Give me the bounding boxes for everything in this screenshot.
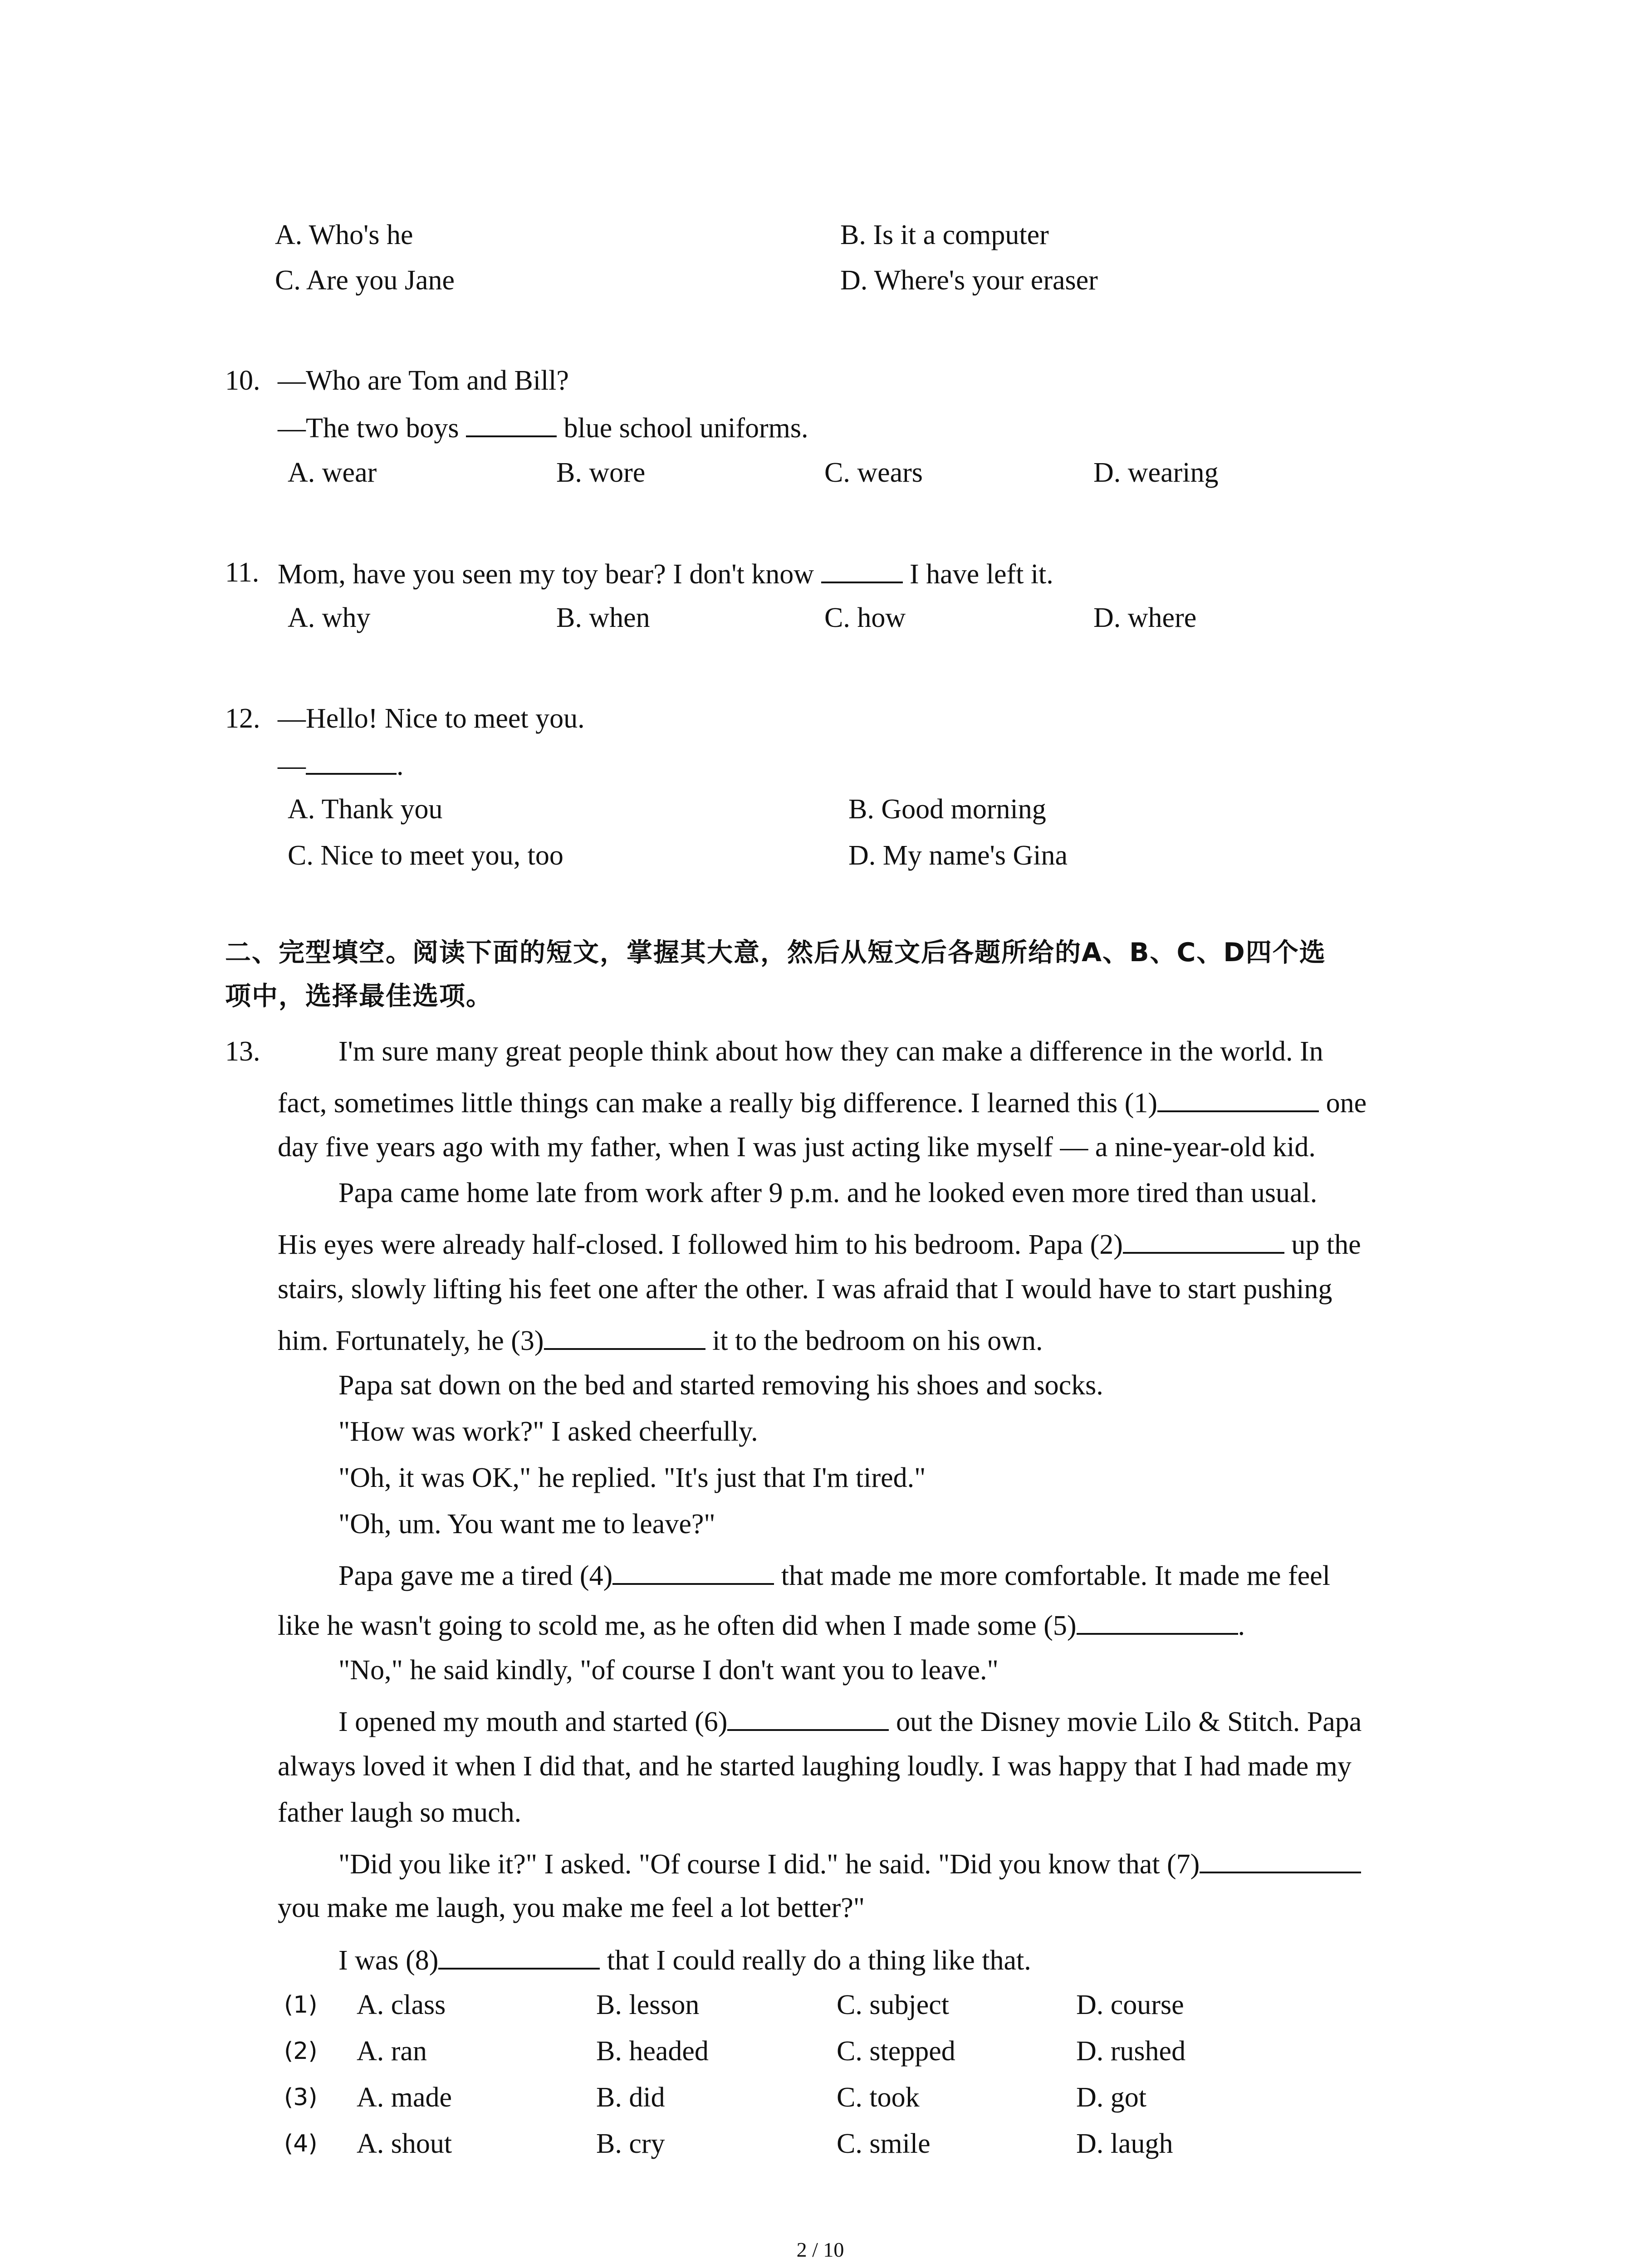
option-b[interactable]: B. did [596,2082,665,2113]
option-a[interactable]: A. made [357,2082,452,2113]
option-b[interactable]: B. lesson [596,1989,700,2020]
passage-text: "Did you like it?" I asked. "Of course I did." he said. "Did you know that (7) [338,1849,1200,1880]
option-c[interactable]: C. smile [837,2128,931,2159]
option-a[interactable]: A. shout [357,2128,452,2159]
choice-index: (2) [284,2038,318,2065]
option-c[interactable]: C. took [837,2082,920,2113]
passage-text: His eyes were already half-closed. I followed him to his bedroom. Papa (2) [278,1229,1123,1260]
option-d[interactable]: D. laugh [1076,2128,1173,2159]
passage-text: fact, sometimes little things can make a really big difference. I learned this (1) [278,1088,1158,1119]
reply-line [278,748,404,782]
option-a[interactable]: A. why [288,602,371,633]
passage-line: Papa came home late from work after 9 p.m. and he looked even more tired than usual. [338,1178,1318,1208]
option-c[interactable]: C. wears [824,457,923,488]
passage-line: "How was work?" I asked cheerfully. [338,1416,758,1447]
option-c[interactable]: C. how [824,602,906,633]
passage-line: day five years ago with my father, when I was just acting like myself — a nine-year-old kid. [278,1132,1316,1163]
q9-option-d[interactable]: D. Where's your eraser [840,265,1098,296]
option-d[interactable]: D. wearing [1093,457,1219,488]
passage-line: stairs, slowly lifting his feet one after the other. I was afraid that I would have to start pushing [278,1274,1332,1305]
q9-option-a[interactable]: A. Who's he [275,220,413,250]
option-d[interactable]: D. course [1076,1989,1184,2020]
question-line-2 [278,410,808,445]
passage-line [338,1846,1361,1881]
blank-5 [1077,1608,1238,1635]
blank-3 [544,1323,705,1350]
passage-text: out the Disney movie Lilo & Stitch. Papa [896,1706,1362,1737]
passage-line [278,1085,1367,1119]
passage-line [278,1608,1245,1642]
prompt-text-after: I have left it. [910,559,1053,590]
option-d[interactable]: D. where [1093,602,1197,633]
question-number: 11. [225,557,260,588]
reply-suffix: . [397,750,404,781]
option-a[interactable]: A. Thank you [288,794,443,825]
blank-1 [1157,1085,1319,1112]
passage-text: like he wasn't going to scold me, as he often did when I made some (5) [278,1610,1077,1641]
passage-line [278,1323,1043,1357]
passage-text: that I could really do a thing like that. [607,1945,1031,1976]
answer-blank [466,410,557,437]
blank-8 [438,1942,600,1970]
passage-text: that made me more comfortable. It made me feel [781,1560,1330,1591]
option-d[interactable]: D. rushed [1076,2036,1186,2067]
option-d[interactable]: D. My name's Gina [848,840,1068,871]
prompt-text-after: blue school uniforms. [563,413,808,444]
question-prompt: —Hello! Nice to meet you. [278,703,585,734]
passage-line: "No," he said kindly, "of course I don't want you to leave." [338,1655,999,1686]
option-c[interactable]: C. Nice to meet you, too [288,840,563,871]
option-d[interactable]: D. got [1076,2082,1146,2113]
prompt-text-before: —The two boys [278,413,459,444]
choice-index: (1) [284,1991,318,2019]
answer-blank [306,748,397,775]
option-a[interactable]: A. class [357,1989,446,2020]
passage-line: "Oh, um. You want me to leave?" [338,1509,715,1540]
passage-line: father laugh so much. [278,1797,522,1828]
blank-4 [612,1558,774,1585]
blank-6 [727,1704,889,1731]
question-number: 13. [225,1036,260,1067]
option-b[interactable]: B. when [556,602,650,633]
prompt-text-before: Mom, have you seen my toy bear? I don't know [278,559,814,590]
q9-option-c[interactable]: C. Are you Jane [275,265,455,296]
option-b[interactable]: B. wore [556,457,646,488]
option-a[interactable]: A. ran [357,2036,427,2067]
option-b[interactable]: B. cry [596,2128,665,2159]
option-a[interactable]: A. wear [288,457,377,488]
passage-line: Papa sat down on the bed and started removing his shoes and socks. [338,1370,1103,1401]
passage-line [338,1704,1362,1738]
blank-7 [1200,1846,1361,1873]
q9-option-b[interactable]: B. Is it a computer [840,220,1049,250]
passage-line [278,1227,1361,1261]
option-b[interactable]: B. headed [596,2036,709,2067]
passage-text: I was (8) [338,1945,439,1976]
passage-text: I opened my mouth and started (6) [338,1706,728,1737]
reply-prefix: — [278,750,306,781]
page-number: 2 / 10 [796,2238,844,2261]
section-heading-line-1: 二、完型填空。阅读下面的短文，掌握其大意，然后从短文后各题所给的A、B、C、D四个选 [225,938,1326,968]
passage-line [338,1558,1330,1592]
passage-line: you make me laugh, you make me feel a lot better?" [278,1892,865,1923]
passage-line: "Oh, it was OK," he replied. "It's just that I'm tired." [338,1462,926,1493]
passage-text: him. Fortunately, he (3) [278,1325,544,1356]
passage-text: up the [1291,1229,1361,1260]
passage-text: one [1326,1088,1367,1119]
passage-line: always loved it when I did that, and he started laughing loudly. I was happy that I had made my [278,1751,1352,1782]
option-c[interactable]: C. stepped [837,2036,955,2067]
passage-line [338,1942,1031,1977]
choice-index: (4) [284,2130,318,2157]
question-number: 10. [225,365,260,396]
passage-text: Papa gave me a tired (4) [338,1560,613,1591]
option-c[interactable]: C. subject [837,1989,949,2020]
passage-text: it to the bedroom on his own. [712,1325,1043,1356]
answer-blank [821,556,903,583]
question-number: 12. [225,703,260,734]
blank-2 [1123,1227,1284,1254]
option-b[interactable]: B. Good morning [848,794,1046,825]
passage-line: I'm sure many great people think about how they can make a difference in the world. In [338,1036,1323,1067]
question-prompt [278,556,1053,591]
question-prompt: —Who are Tom and Bill? [278,365,569,396]
section-heading-line-2: 项中，选择最佳选项。 [225,981,493,1011]
passage-text: . [1238,1610,1245,1641]
choice-index: (3) [284,2084,318,2111]
